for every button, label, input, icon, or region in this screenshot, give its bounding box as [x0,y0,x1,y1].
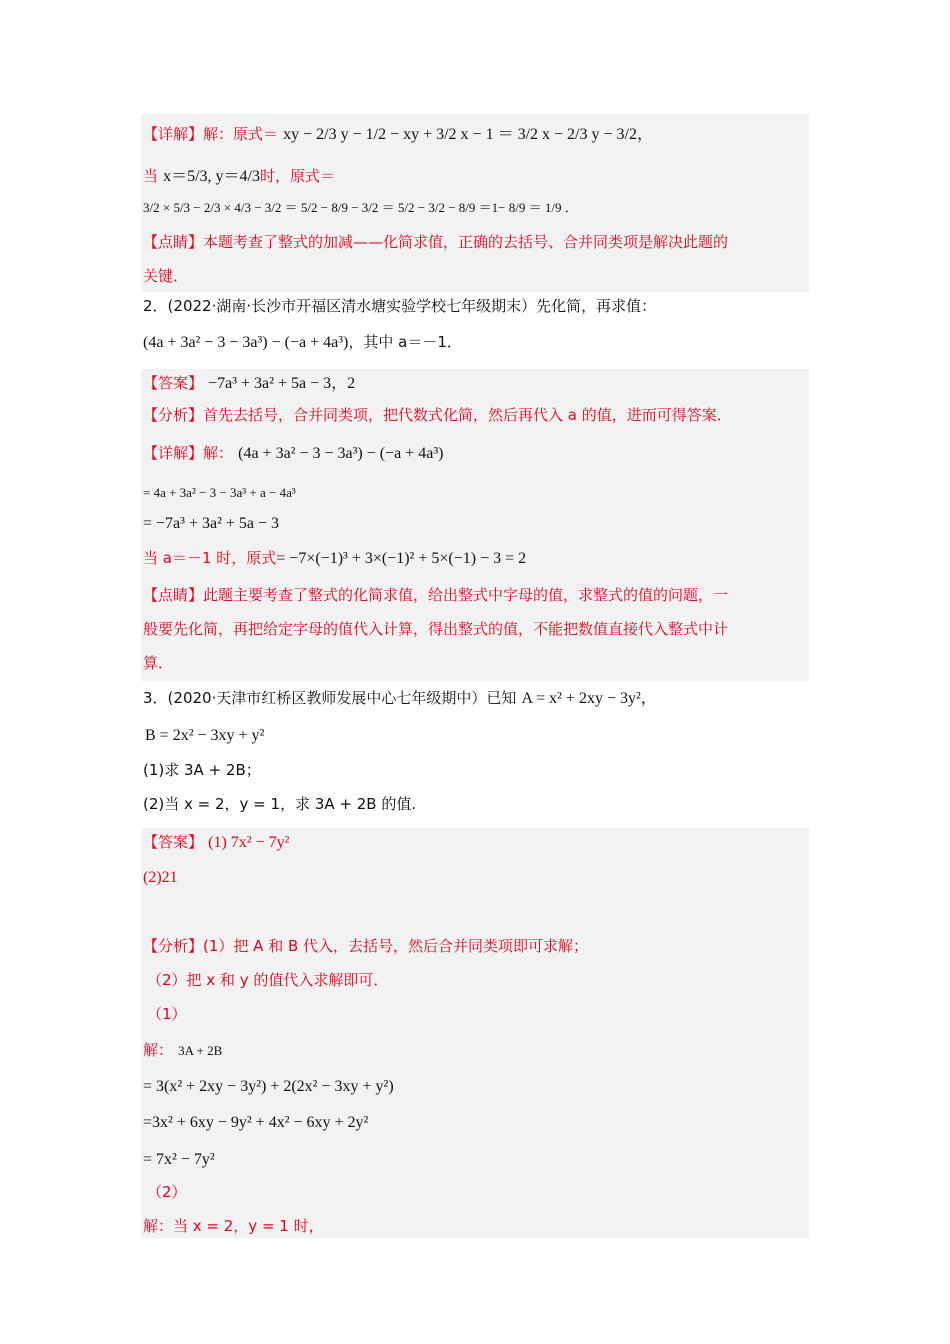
q1-comment-line2: 关键． [143,267,189,285]
detail-label: 【详解】 [143,125,204,143]
detail-label: 【详解】 [143,444,204,462]
q2-stem: 2．(2022·湖南·长沙市开福区清水塘实验学校七年级期末）先化简，再求值： [143,297,657,315]
q3-analysis2: （2）把 x 和 y 的值代入求解即可． [147,971,389,989]
q2-analysis: 首先去括号，合并同类项，把代数式化简，然后再代入 a 的值，进而可得答案． [203,406,732,424]
q3-sol-prefix: 解： [143,1041,174,1059]
q3-step1: = 3(x² + 2xy − 3y²) + 2(2x² − 3xy + y²) [143,1078,394,1095]
q3-part1: (1)求 3A + 2B； [143,761,261,779]
q3-part1-label: （1） [147,1005,187,1023]
q3-stem: 3．(2020·天津市红桥区教师发展中心七年级期中）已知 [143,689,517,707]
q3-step4: 解：当 x = 2，y = 1 时， [143,1217,324,1235]
q3-b-def: B = 2x² − 3xy + y² [145,727,265,744]
q2-detail-prefix: 解： [203,444,234,462]
q2-expr-row [143,330,811,355]
q1-result: 3/2 × 5/3 − 2/3 × 4/3 − 3/2 ＝ 5/2 − 8/9 − 3/2 ＝ 5/2 − 3/2 − 8/9 ＝1− 8/9 ＝ 1/9 ． [143,200,578,215]
q1-result-row [141,192,809,224]
q1-detail-block [141,114,809,192]
q3-stem-row [143,686,811,711]
q1-time: 时，原式＝ [260,167,336,185]
q3-analysis1: (1）把 A 和 B 代入，去括号，然后合并同类项即可求解； [203,937,589,955]
q1-comment-block [141,224,809,292]
q3-step2: =3x² + 6xy − 9y² + 4x² − 6xy + 2y² [143,1114,369,1131]
q3-answer2: (2)21 [143,869,178,886]
q3-solution-block [141,828,809,1238]
answer-label: 【答案】 [143,374,204,392]
q3-sol-expr: 3A + 2B [178,1043,223,1058]
q1-cond: x＝5/3, y＝4/3 [163,168,261,185]
q2-comment3: 算． [143,654,174,672]
q3-answer1: (1) 7x² − 7y² [208,834,290,851]
answer-label: 【答案】 [143,833,204,851]
q3-part2: (2)当 x = 2，y = 1，求 3A + 2B 的值. [143,795,417,813]
q1-when: 当 [143,167,159,185]
q3-part2-label: （2） [147,1183,187,1201]
q1-detail-expr: xy − 2/3 y − 1/2 − xy + 3/2 x − 1 ＝ 3/2 x − 2/3 y − 3/2， [283,126,653,143]
comment-label: 【点睛】 [143,233,204,251]
q2-comment1: 此题主要考查了整式的化简求值，给出整式中字母的值，求整式的值的问题，一 [203,586,729,604]
q3-a-def: A = x² + 2xy − 3y²， [521,690,657,707]
q2-cond: ，其中 a＝－1． [348,333,462,351]
q2-comment2: 般要先化简，再把给定字母的值代入计算，得出整式的值，不能把数值直接代入整式中计 [143,620,729,638]
q2-expr: (4a + 3a² − 3 − 3a³) − (−a + 4a³) [143,334,349,351]
q2-step3-math: = −7×(−1)³ + 3×(−1)² + 5×(−1) − 3 = 2 [276,550,527,567]
q2-step2: = −7a³ + 3a² + 5a − 3 [143,515,280,532]
q2-step3-cn: 当 a＝－1 时，原式 [143,549,277,567]
q3-step3: = 7x² − 7y² [143,1151,215,1168]
comment-label: 【点睛】 [143,586,204,604]
q1-comment-line1: 本题考查了整式的加减——化简求值，正确的去括号、合并同类项是解决此题的 [203,233,729,251]
q2-answer: −7a³ + 3a² + 5a − 3，2 [208,375,356,392]
q2-solution-block [141,369,809,681]
analysis-label: 【分析】 [143,937,204,955]
q1-detail-prefix: 解：原式＝ [203,125,279,143]
q2-detail-expr: (4a + 3a² − 3 − 3a³) − (−a + 4a³) [238,445,444,462]
analysis-label: 【分析】 [143,406,204,424]
q2-step1: = 4a + 3a² − 3 − 3a³ + a − 4a³ [143,485,296,500]
